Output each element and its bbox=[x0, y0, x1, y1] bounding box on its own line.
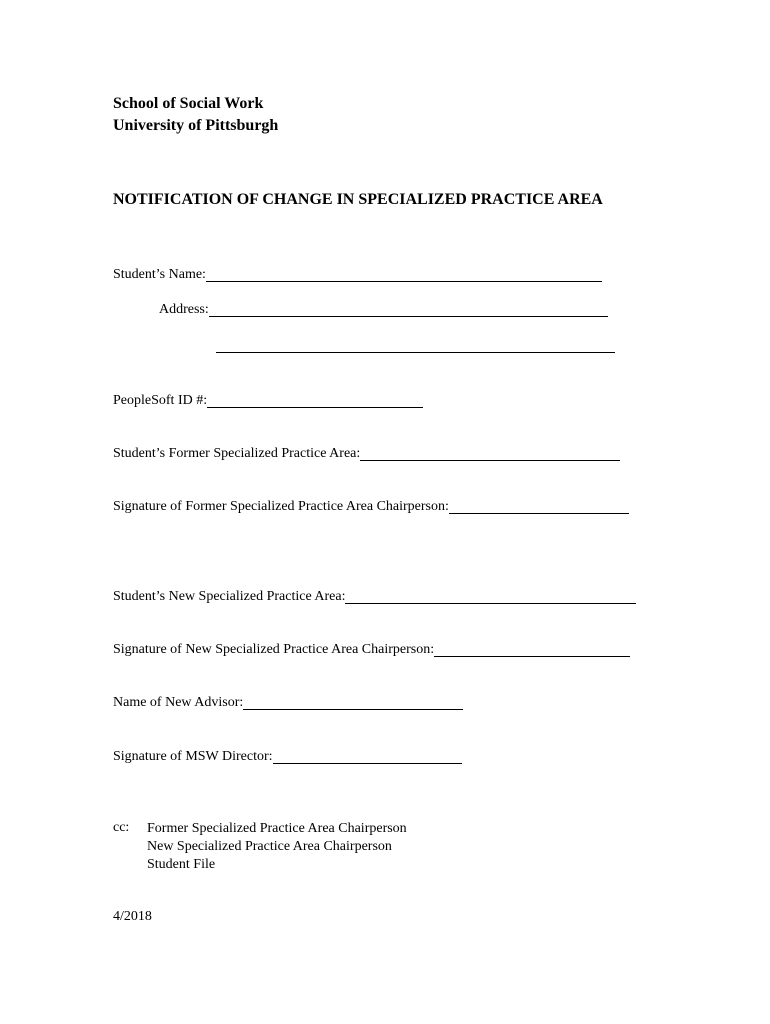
address-field bbox=[159, 302, 608, 318]
new-chair-signature-field bbox=[113, 642, 630, 658]
former-chair-signature-label: Signature of Former Specialized Practice Area Chairperson: bbox=[113, 499, 449, 514]
school-name: School of Social Work bbox=[113, 95, 264, 112]
former-chair-signature-line[interactable] bbox=[449, 499, 629, 514]
new-advisor-label: Name of New Advisor: bbox=[113, 695, 244, 710]
cc-recipient: Former Specialized Practice Area Chairperson bbox=[147, 821, 407, 836]
new-chair-signature-label: Signature of New Specialized Practice Area Chairperson: bbox=[113, 642, 435, 657]
revision-date: 4/2018 bbox=[113, 909, 152, 924]
address-line-2[interactable] bbox=[216, 352, 615, 353]
student-name-line[interactable] bbox=[206, 267, 602, 282]
peoplesoft-id-label: PeopleSoft ID #: bbox=[113, 393, 208, 408]
student-name-label: Student’s Name: bbox=[113, 267, 206, 282]
msw-director-signature-label: Signature of MSW Director: bbox=[113, 749, 273, 764]
address-label: Address: bbox=[159, 302, 209, 317]
cc-recipient: Student File bbox=[147, 857, 216, 872]
cc-recipient: New Specialized Practice Area Chairperson bbox=[147, 839, 392, 854]
student-name-field bbox=[113, 267, 602, 283]
new-chair-signature-line[interactable] bbox=[434, 642, 630, 657]
new-advisor-field bbox=[113, 695, 463, 711]
cc-label: cc: bbox=[113, 820, 130, 835]
new-area-field bbox=[113, 589, 636, 605]
peoplesoft-id-line[interactable] bbox=[207, 393, 423, 408]
university-name: University of Pittsburgh bbox=[113, 117, 279, 134]
cc-recipient-list bbox=[147, 820, 407, 874]
former-chair-signature-field bbox=[113, 499, 629, 515]
peoplesoft-id-field bbox=[113, 393, 423, 409]
new-advisor-line[interactable] bbox=[243, 695, 463, 710]
new-area-label: Student’s New Specialized Practice Area: bbox=[113, 589, 346, 604]
former-area-label: Student’s Former Specialized Practice Area: bbox=[113, 446, 361, 461]
former-area-line[interactable] bbox=[360, 446, 620, 461]
msw-director-signature-line[interactable] bbox=[273, 749, 462, 764]
former-area-field bbox=[113, 446, 620, 462]
address-line-1[interactable] bbox=[209, 302, 608, 317]
new-area-line[interactable] bbox=[345, 589, 636, 604]
form-title: NOTIFICATION OF CHANGE IN SPECIALIZED PRACTICE AREA bbox=[113, 191, 603, 208]
msw-director-signature-field bbox=[113, 749, 462, 765]
